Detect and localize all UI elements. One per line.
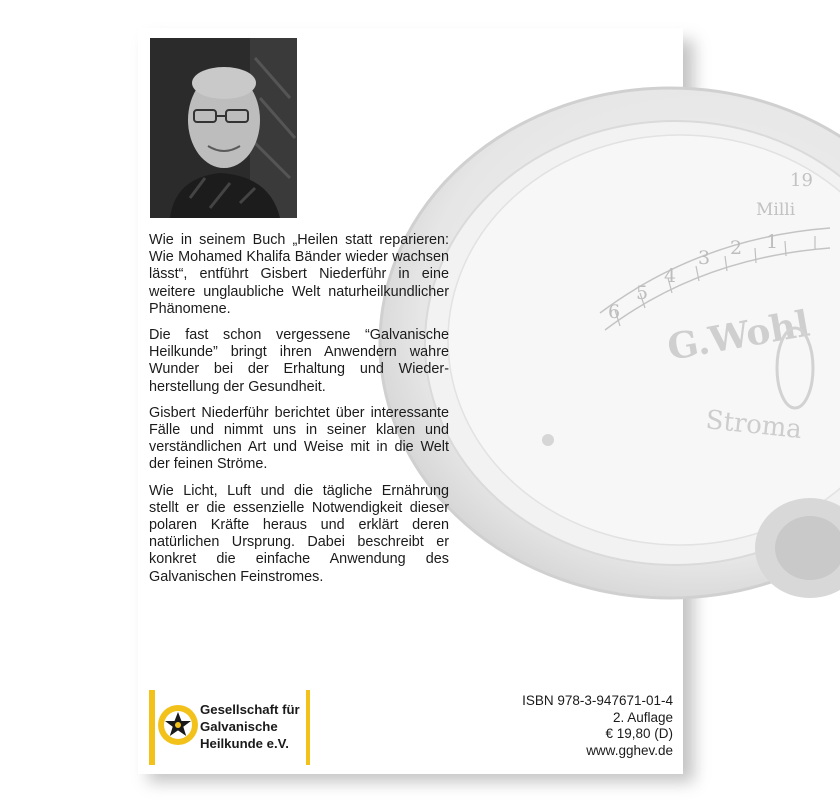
blurb-paragraph-4: Wie Licht, Luft und die tägliche Ernährung stellt er die essenzielle Notwendigkeit dieser polaren Kräfte heraus und erklärt deren natürlichen Ursprung. Dabei beschreibt er konkret die einfache Anwendung des Galvanischen Feinstromes. [149,482,449,585]
blurb-text [149,232,449,595]
scale-number-1: 1 [766,231,779,253]
blurb-paragraph-2: Die fast schon vergessene “Galvanische Heilkunde” bringt ihren Anwendern wahre Wunder bei der Erhaltung und Wieder-herstellung der Gesundheit. [149,327,449,395]
scale-number-3: 3 [698,247,711,269]
publisher-logo [149,690,314,765]
blurb-paragraph-1: Wie in seinem Buch „Heilen statt reparieren: Wie Mohamed Khalifa Bänder wieder wachsen lässt“, entführt Gisbert Niederführ in eine weitere unglaubliche Welt naturheilkundlicher Phänomene. [149,232,449,317]
book-info [522,693,673,759]
scale-number-6: 6 [608,301,621,323]
edition: 2. Auflage [612,709,673,725]
scale-number-5: 5 [636,282,649,304]
author-portrait [150,38,297,218]
logo-line-1: Gesellschaft für [200,702,300,717]
logo-accent-bar [149,690,155,765]
website-link[interactable]: www.gghev.de [586,742,673,758]
price: € 19,80 (D) [605,726,673,741]
meter-top-number: 19 [790,170,813,191]
star-emblem-icon [157,704,199,746]
blurb-paragraph-3: Gisbert Niederführ berichtet über interessante Fälle und nimmt uns in seiner klaren und verständlichen Art und Weise mit in die Welt der feinen Ströme. [149,404,449,473]
isbn: ISBN 978-3-947671-01-4 [522,693,673,708]
book-back-cover [138,28,813,774]
logo-line-2: Galvanische [200,719,278,734]
scale-number-2: 2 [730,237,743,259]
meter-brand: G.Wohl [664,302,813,369]
logo-line-3: Heilkunde e.V. [200,736,289,751]
meter-unit-label: Milli [756,200,796,220]
meter-bottom-label: Stroma [704,405,804,446]
scale-number-4: 4 [664,265,677,287]
